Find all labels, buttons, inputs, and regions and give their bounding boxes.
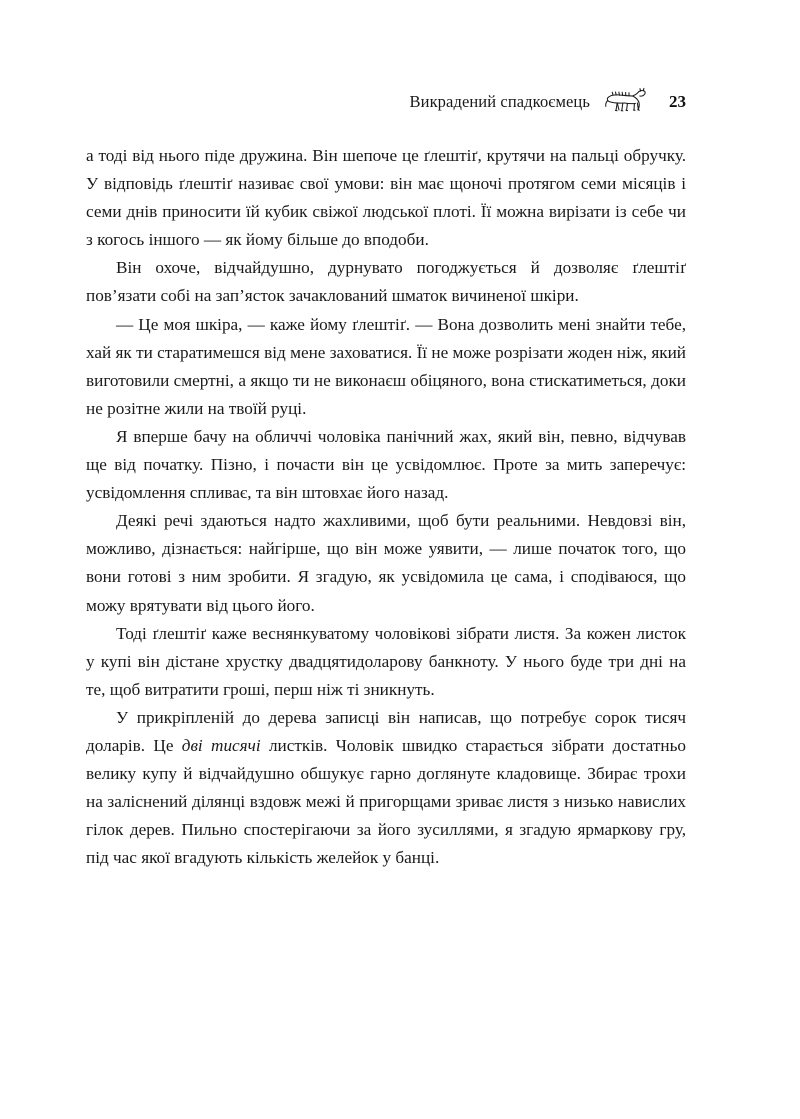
- italic-phrase: дві тисячі: [181, 735, 261, 755]
- paragraph: Тоді ґлештіґ каже веснянкуватому чоловікові зібрати листя. За кожен листок у купі він дістане хрустку двадцятидоларову банкноту. У нього буде три дні на те, щоб витратити гроші, перш ніж ті зникнуть.: [86, 623, 686, 699]
- paragraph: а тоді від нього піде дружина. Він шепоче це ґлештіґ, крутячи на пальці обручку. У відповідь ґлештіґ називає свої умови: він має щоночі протягом семи місяців і семи днів приносити їй кубик свіжої людської плоті. Її можна вирізати із себе чи з когось іншого — як йому більше до вподоби.: [86, 146, 686, 250]
- body-text-block: [86, 142, 686, 872]
- running-head: [86, 85, 686, 119]
- text-run: У прикріпленій до дерева записці він написав, що потребує сорок тисяч доларів. Це: [86, 707, 686, 755]
- paragraph-with-italic: [86, 704, 686, 873]
- running-head-title: Викрадений спадкоємець: [409, 92, 590, 111]
- paragraph: Я вперше бачу на обличчі чоловіка панічний жах, який він, певно, відчував ще від початку. Пізно, і почасти він це усвідомлює. Проте за мить заперечує: усвідомлення спливає, та він штовхає його назад.: [86, 426, 686, 503]
- text-run: листків. Чоловік швидко старається зібрати достатньо велику купу й відчайдушно обшукує гарно доглянуте кладовище. Збирає трохи на заліснений ділянці вздовж межі й пригорщами зриває листя з низько навислих гілок дерев. Пильно спостерігаючи за його зусиллями, я згадую ярмаркову гру, під час якої вгадують кількість желейок у банці.: [86, 735, 687, 868]
- paragraph: Деякі речі здаються надто жахливими, щоб бути реальними. Невдовзі він, можливо, дізнається: найгірше, що він може уявити, — лише початок того, що вони готові з ним зробити. Я згадую, як усвідомила це сама, і сподіваюся, що можу врятувати від цього його.: [86, 511, 686, 615]
- paragraph: — Це моя шкіра, — каже йому ґлештіґ. — Вона дозволить мені знайти тебе, хай як ти старатимешся від мене заховатися. Її не може розрізати жоден ніж, який виготовили смертні, а якщо ти не виконаєш обіцяного, вона стискатиметься, доки не розітне жили на твоїй руці.: [86, 314, 686, 418]
- paragraph: Він охоче, відчайдушно, дурнувато погоджується й дозволяє ґлештіґ пов’язати собі на зап’ясток зачаклований шматок вичиненої шкіри.: [86, 258, 686, 306]
- horse-ornament-icon: [604, 87, 648, 117]
- page-number: 23: [669, 92, 686, 111]
